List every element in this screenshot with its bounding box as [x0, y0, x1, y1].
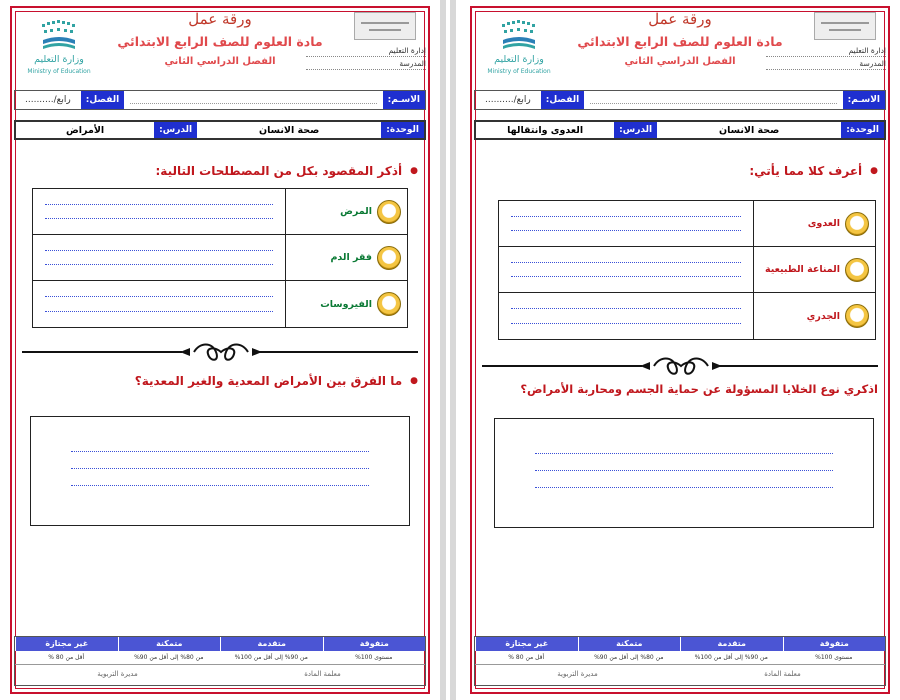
ornament-icon	[640, 356, 722, 376]
rubric-head: متمكنة	[118, 637, 221, 651]
term-label: الفيروسات	[320, 298, 372, 310]
question-1	[22, 164, 418, 178]
signature-teacher: معلمة المادة	[764, 670, 801, 678]
term-row	[499, 293, 875, 339]
lesson-label: الدرس:	[154, 122, 197, 138]
admin-line-school: المدرسة	[766, 59, 886, 70]
ring-icon	[845, 304, 869, 328]
rubric-desc: من 90% إلى أقل من 100%	[694, 654, 768, 661]
ornament-divider	[482, 356, 878, 376]
rubric-head: متفوقة	[323, 637, 426, 651]
rubric-desc: أقل من 80 %	[48, 654, 85, 661]
ring-icon	[377, 200, 401, 224]
rubric-head: غير مجتازة	[475, 637, 578, 651]
term-answer-field[interactable]	[499, 201, 753, 246]
bullet-icon: ●	[870, 166, 878, 176]
rubric-desc: من 80% إلى أقل من 90%	[134, 654, 204, 661]
question-2-text: ما الفرق بين الأمراض المعدية والغير المعدية؟	[134, 374, 403, 388]
name-label: الاسـم:	[383, 91, 425, 109]
name-field[interactable]	[124, 91, 382, 109]
bullet-icon: ●	[410, 376, 418, 386]
term-answer-field[interactable]	[33, 189, 285, 234]
grading-rubric	[14, 636, 426, 686]
class-label: الفصل:	[541, 91, 584, 109]
worksheet-title: ورقة عمل	[648, 10, 712, 28]
worksheet-title: ورقة عمل	[188, 10, 252, 28]
rubric-desc: مستوى 100%	[355, 654, 393, 661]
subject-title: مادة العلوم للصف الرابع الابتدائي	[577, 34, 783, 49]
rubric-head: متقدمة	[680, 637, 783, 651]
question-1-text: أعرف كلا مما يأتي:	[749, 164, 863, 178]
term-row	[33, 281, 407, 327]
rubric-head: متمكنة	[578, 637, 681, 651]
lesson-label: الدرس:	[614, 122, 657, 138]
admin-lines	[306, 46, 426, 72]
kingdom-crest	[814, 12, 876, 40]
ornament-divider	[22, 342, 418, 362]
subject-title: مادة العلوم للصف الرابع الابتدائي	[117, 34, 323, 49]
bullet-icon: ●	[410, 166, 418, 176]
terms-table	[498, 200, 876, 340]
ministry-name-ar: وزارة التعليم	[34, 54, 84, 65]
name-label: الاسـم:	[843, 91, 885, 109]
worksheet-header	[10, 10, 430, 88]
rubric-desc: مستوى 100%	[815, 654, 853, 661]
rubric-head: غير مجتازة	[15, 637, 118, 651]
term-answer-field[interactable]	[499, 247, 753, 292]
term-label: المناعة الطبيعية	[764, 264, 840, 275]
term-title: الفصل الدراسي الثاني	[624, 56, 736, 67]
question-1-text: أذكر المقصود بكل من المصطلحات التالية:	[155, 164, 403, 178]
term-title: الفصل الدراسي الثاني	[164, 56, 276, 67]
worksheet-diseases	[4, 2, 436, 698]
term-answer-field[interactable]	[499, 293, 753, 339]
term-row	[33, 189, 407, 235]
lesson-value: الأمراض	[66, 124, 105, 136]
lesson-value: العدوى وانتقالها	[507, 124, 584, 136]
admin-line-school: المدرسة	[306, 59, 426, 70]
answer-box[interactable]	[494, 418, 874, 528]
student-info-row	[14, 90, 426, 110]
grade-field[interactable]: رابع/..........	[25, 95, 71, 105]
student-info-row	[474, 90, 886, 110]
unit-label: الوحدة:	[841, 122, 884, 138]
term-label: العدوى	[807, 218, 840, 229]
term-label: الجدري	[806, 310, 840, 322]
admin-line-education: إدارة التعليم	[306, 46, 426, 57]
ornament-icon	[180, 342, 262, 362]
worksheet-header	[470, 10, 890, 88]
terms-table	[32, 188, 408, 328]
question-2	[482, 382, 878, 396]
ring-icon	[845, 212, 869, 236]
ring-icon	[377, 246, 401, 270]
unit-lesson-row	[14, 120, 426, 140]
class-label: الفصل:	[81, 91, 124, 109]
term-label: فقر الدم	[330, 252, 372, 263]
ministry-name-ar: وزارة التعليم	[494, 54, 544, 65]
unit-value: صحة الانسان	[259, 124, 320, 136]
term-answer-field[interactable]	[33, 235, 285, 280]
rubric-desc: من 80% إلى أقل من 90%	[594, 654, 664, 661]
term-answer-field[interactable]	[33, 281, 285, 327]
term-row	[499, 247, 875, 293]
admin-lines	[766, 46, 886, 72]
grading-rubric	[474, 636, 886, 686]
kingdom-crest	[354, 12, 416, 40]
ministry-name-en: Ministry of Education	[487, 68, 551, 75]
ring-icon	[377, 292, 401, 316]
rubric-head: متقدمة	[220, 637, 323, 651]
term-row	[499, 201, 875, 247]
signature-director: مديرة التربوية	[97, 670, 138, 678]
ring-icon	[845, 258, 869, 282]
signature-director: مديرة التربوية	[557, 670, 598, 678]
page-gap	[450, 0, 456, 700]
term-label: المرض	[340, 206, 372, 217]
signature-teacher: معلمة المادة	[304, 670, 341, 678]
answer-box[interactable]	[30, 416, 410, 526]
question-2-text: اذكري نوع الخلايا المسؤولة عن حماية الجسم ومحاربة الأمراض؟	[520, 382, 878, 396]
term-row	[33, 235, 407, 281]
rubric-desc: أقل من 80 %	[508, 654, 545, 661]
grade-field[interactable]: رابع/..........	[485, 95, 531, 105]
name-field[interactable]	[584, 91, 842, 109]
rubric-desc: من 90% إلى أقل من 100%	[234, 654, 308, 661]
page-gap	[440, 0, 446, 700]
unit-lesson-row	[474, 120, 886, 140]
question-1	[482, 164, 878, 178]
unit-label: الوحدة:	[381, 122, 424, 138]
rubric-head: متفوقة	[783, 637, 886, 651]
ministry-name-en: Ministry of Education	[27, 68, 91, 75]
worksheet-infection	[464, 2, 896, 698]
unit-value: صحة الانسان	[719, 124, 780, 136]
admin-line-education: إدارة التعليم	[766, 46, 886, 57]
question-2	[22, 374, 418, 388]
